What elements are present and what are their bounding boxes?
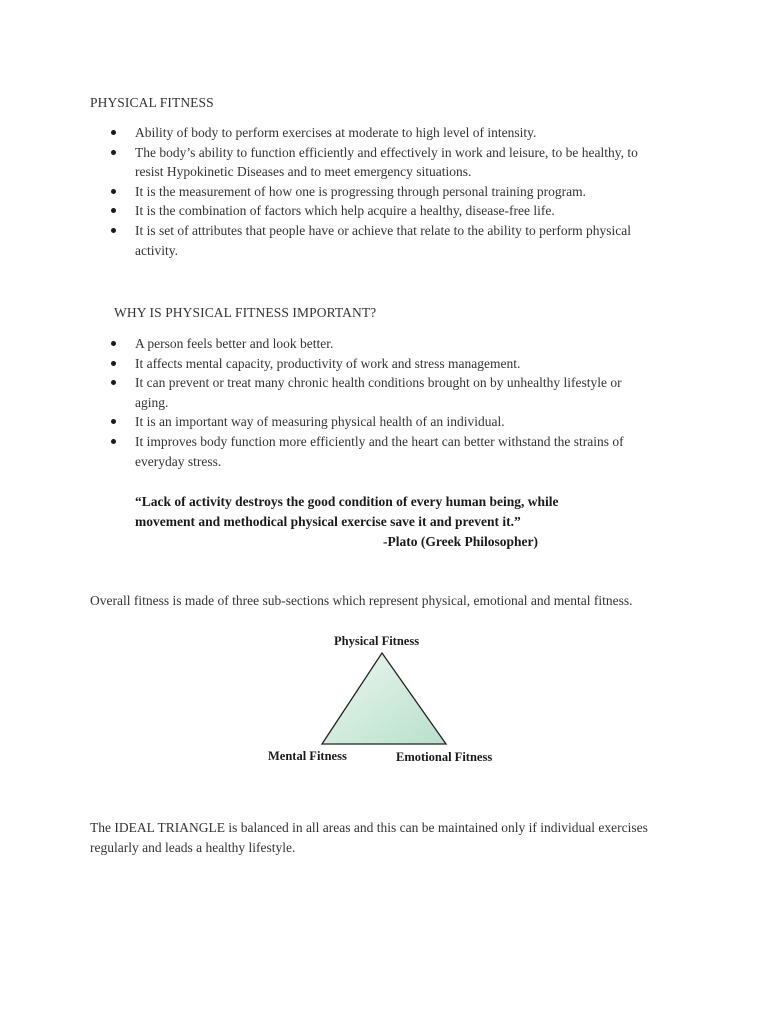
ideal-triangle-paragraph: The IDEAL TRIANGLE is balanced in all areas and this can be maintained only if individual exercises regularly and leads a healthy lifestyle. bbox=[90, 820, 648, 855]
triangle-top-label: Physical Fitness bbox=[334, 634, 420, 648]
quote-attribution: -Plato (Greek Philosopher) bbox=[383, 534, 538, 549]
list-item: It affects mental capacity, productivity of work and stress management. bbox=[110, 354, 655, 374]
fitness-triangle bbox=[318, 650, 450, 748]
list-item: It is the combination of factors which help acquire a healthy, disease-free life. bbox=[110, 201, 655, 221]
list-item: The body’s ability to function efficiently and effectively in work and leisure, to be healthy, to resist Hypokinetic Diseases and to meet emergency situations. bbox=[110, 143, 655, 182]
list-item: It is the measurement of how one is progressing through personal training program. bbox=[110, 182, 655, 202]
physical-fitness-list bbox=[110, 123, 655, 260]
quote-line-1: “Lack of activity destroys the good condition of every human being, while bbox=[135, 494, 559, 509]
triangle-right-label: Emotional Fitness bbox=[396, 750, 493, 764]
quote-line-2: movement and methodical physical exercise save it and prevent it.” bbox=[135, 514, 521, 529]
section-heading-physical-fitness: PHYSICAL FITNESS bbox=[90, 95, 214, 110]
list-item: It improves body function more efficiently and the heart can better withstand the strains of everyday stress. bbox=[110, 432, 655, 471]
importance-list bbox=[110, 334, 655, 471]
triangle-shape bbox=[322, 653, 446, 744]
list-item: Ability of body to perform exercises at moderate to high level of intensity. bbox=[110, 123, 655, 143]
list-item: It is set of attributes that people have or achieve that relate to the ability to perform physical activity. bbox=[110, 221, 655, 260]
list-item: It is an important way of measuring physical health of an individual. bbox=[110, 412, 655, 432]
list-item: It can prevent or treat many chronic health conditions brought on by unhealthy lifestyle or aging. bbox=[110, 373, 655, 412]
overall-fitness-paragraph: Overall fitness is made of three sub-sections which represent physical, emotional and mental fitness. bbox=[90, 593, 633, 608]
list-item: A person feels better and look better. bbox=[110, 334, 655, 354]
triangle-left-label: Mental Fitness bbox=[268, 749, 347, 763]
section-heading-why-important: WHY IS PHYSICAL FITNESS IMPORTANT? bbox=[114, 305, 377, 320]
